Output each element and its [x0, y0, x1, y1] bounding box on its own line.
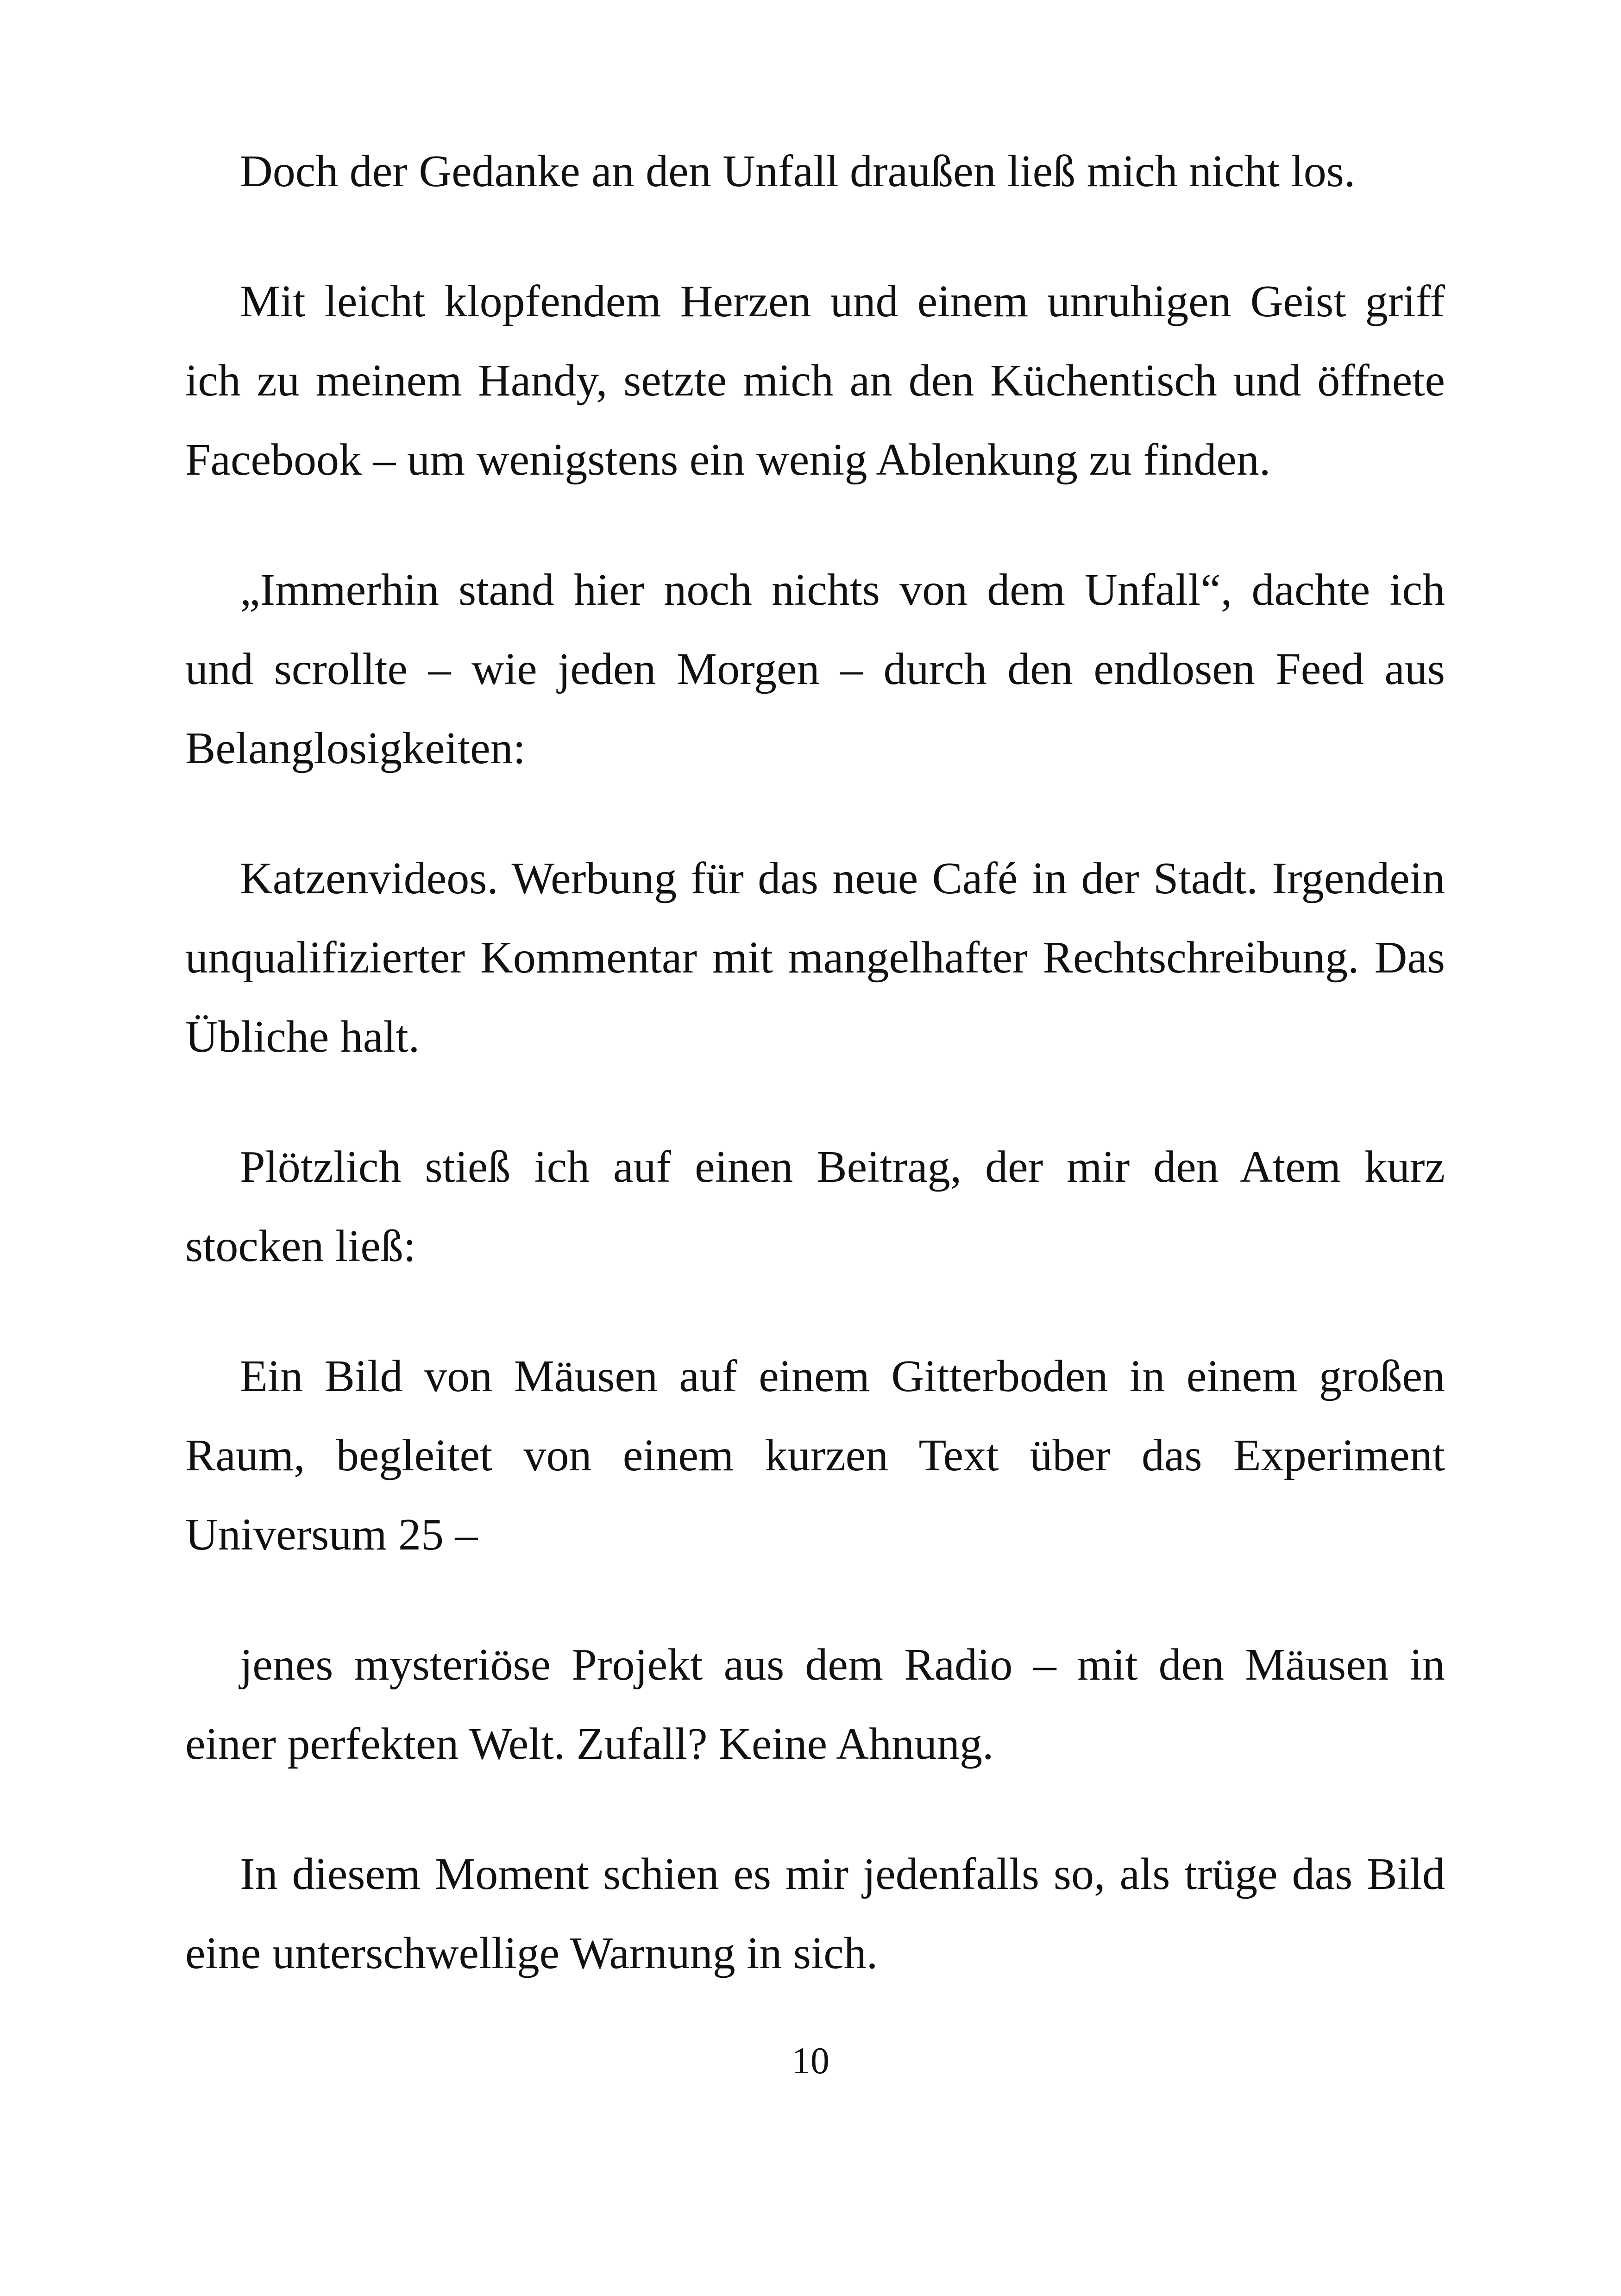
page-number: 10: [792, 2039, 829, 2082]
paragraph-8: In diesem Moment schien es mir jedenfalls so, als trüge das Bild eine unterschwellige Warnung in sich.: [185, 1849, 1445, 1978]
paragraph-5: Plötzlich stieß ich auf einen Beitrag, der mir den Atem kurz stocken ließ:: [185, 1142, 1445, 1271]
book-page-body: [185, 132, 1445, 2044]
paragraph-1: Doch der Gedanke an den Unfall draußen ließ mich nicht los.: [240, 146, 1356, 196]
paragraph-7: jenes mysteriöse Projekt aus dem Radio – mit den Mäusen in einer perfekten Welt. Zufall? Keine Ahnung.: [185, 1640, 1445, 1769]
paragraph-3: „Immerhin stand hier noch nichts von dem Unfall“, dachte ich und scrollte – wie jeden Morgen – durch den endlosen Feed aus Belanglosigkeiten:: [185, 565, 1445, 773]
paragraph-4: Katzenvideos. Werbung für das neue Café in der Stadt. Irgendein unqualifizierter Kommentar mit mangelhafter Rechtschreibung. Das Übliche halt.: [185, 853, 1445, 1062]
paragraph-2: Mit leicht klopfendem Herzen und einem unruhigen Geist griff ich zu meinem Handy, setzte mich an den Küchentisch und öffnete Facebook – um wenigstens ein wenig Ablenkung zu finden.: [185, 276, 1445, 485]
paragraph-6: Ein Bild von Mäusen auf einem Gitterboden in einem großen Raum, begleitet von einem kurzen Text über das Experiment Universum 25 –: [185, 1351, 1445, 1560]
